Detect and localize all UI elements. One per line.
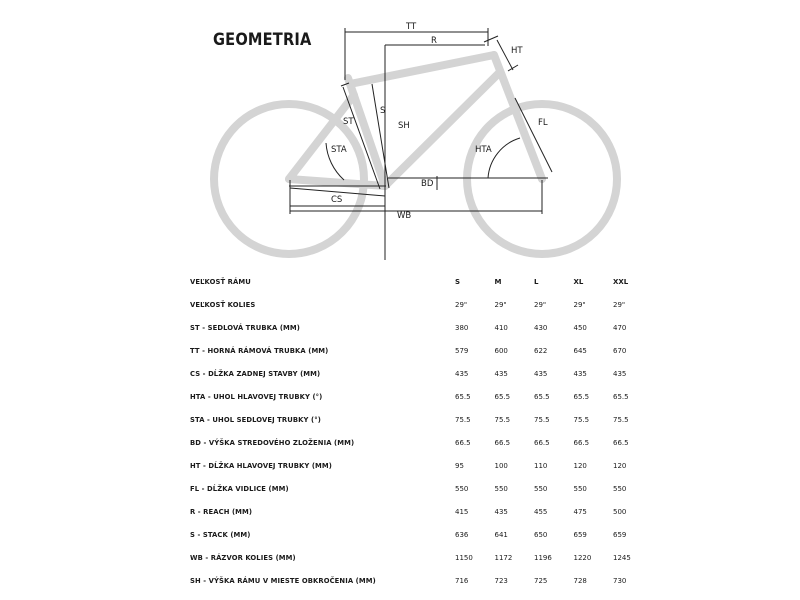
size-header: XL: [573, 277, 584, 286]
row-value: 550: [534, 484, 548, 493]
row-value: 65.5: [534, 392, 550, 401]
row-value: 66.5: [494, 438, 511, 447]
row-value: 435: [613, 369, 627, 378]
geometry-diagram: [0, 0, 800, 265]
table-row: [190, 546, 653, 569]
row-value: 66.5: [534, 438, 550, 447]
row-value: 29": [573, 300, 586, 309]
row-label: VEĽKOSŤ KOLIES: [190, 300, 256, 309]
row-value: 75.5: [613, 415, 629, 424]
label-s: S: [380, 106, 386, 116]
geometry-table: [190, 270, 653, 592]
row-label: HT - DĹŽKA HLAVOVEJ TRUBKY (MM): [190, 461, 332, 470]
row-value: 415: [455, 507, 469, 516]
table-row: [190, 293, 653, 316]
row-value: 66.5: [613, 438, 629, 447]
header-label: VEĽKOSŤ RÁMU: [190, 277, 251, 286]
label-r: R: [431, 36, 437, 46]
row-value: 66.5: [573, 438, 590, 447]
row-value: 380: [455, 323, 469, 332]
label-hta: HTA: [475, 145, 492, 155]
row-value: 29": [494, 300, 507, 309]
size-header: L: [534, 277, 539, 286]
table-row: [190, 316, 653, 339]
table-row: [190, 454, 653, 477]
label-sta: STA: [331, 145, 347, 155]
row-value: 75.5: [455, 415, 471, 424]
row-value: 659: [613, 530, 627, 539]
row-value: 730: [613, 576, 627, 585]
row-value: 475: [573, 507, 587, 516]
label-wb: WB: [397, 211, 412, 221]
row-value: 120: [613, 461, 627, 470]
table-row: [190, 500, 653, 523]
row-value: 622: [534, 346, 548, 355]
row-value: 65.5: [573, 392, 590, 401]
row-label: SH - VÝŠKA RÁMU V MIESTE OBKROČENIA (MM): [190, 576, 376, 585]
label-cs: CS: [331, 195, 343, 205]
row-value: 455: [534, 507, 548, 516]
row-value: 75.5: [494, 415, 511, 424]
row-value: 1150: [455, 553, 473, 562]
label-ht: HT: [511, 46, 523, 56]
row-value: 550: [455, 484, 469, 493]
row-label: ST - SEDLOVÁ TRUBKA (MM): [190, 323, 300, 332]
table-row: [190, 569, 653, 592]
row-value: 435: [573, 369, 587, 378]
row-value: 550: [613, 484, 627, 493]
row-value: 500: [613, 507, 627, 516]
row-value: 716: [455, 576, 469, 585]
row-label: FL - DĹŽKA VIDLICE (MM): [190, 484, 289, 493]
row-value: 29": [613, 300, 626, 309]
row-value: 470: [613, 323, 627, 332]
row-label: CS - DĹŽKA ZADNEJ STAVBY (MM): [190, 369, 321, 378]
row-label: S - STACK (MM): [190, 530, 251, 539]
page-title: GEOMETRIA: [213, 30, 312, 50]
row-label: BD - VÝŠKA STREDOVÉHO ZLOŽENIA (MM): [190, 438, 355, 447]
row-value: 435: [494, 369, 508, 378]
label-st: ST: [343, 117, 354, 127]
row-value: 95: [455, 461, 464, 470]
row-label: TT - HORNÁ RÁMOVÁ TRUBKA (MM): [190, 346, 329, 355]
row-value: 430: [534, 323, 548, 332]
label-fl: FL: [538, 118, 548, 128]
label-sh: SH: [398, 121, 410, 131]
size-header: XXL: [613, 277, 629, 286]
row-value: 659: [573, 530, 587, 539]
row-value: 1196: [534, 553, 552, 562]
row-label: WB - RÁZVOR KOLIES (MM): [190, 553, 296, 562]
row-value: 435: [455, 369, 469, 378]
label-bd: BD: [421, 179, 434, 189]
row-value: 65.5: [455, 392, 471, 401]
row-value: 600: [494, 346, 508, 355]
row-value: 645: [573, 346, 587, 355]
row-value: 650: [534, 530, 548, 539]
dimension-lines: [289, 28, 552, 260]
row-label: R - REACH (MM): [190, 507, 253, 516]
row-value: 100: [494, 461, 508, 470]
row-value: 65.5: [613, 392, 629, 401]
table-row: [190, 523, 653, 546]
table-row: [190, 408, 653, 431]
row-value: 1220: [573, 553, 592, 562]
table-row: [190, 385, 653, 408]
row-value: 29": [534, 300, 547, 309]
row-label: STA - UHOL SEDLOVEJ TRUBKY (°): [190, 415, 321, 424]
bike-frame: [289, 55, 542, 186]
row-value: 435: [534, 369, 548, 378]
row-value: 725: [534, 576, 548, 585]
table-header-row: [190, 270, 653, 293]
table-row: [190, 362, 653, 385]
table-row: [190, 477, 653, 500]
row-value: 435: [494, 507, 508, 516]
label-tt: TT: [406, 22, 417, 32]
row-value: 550: [494, 484, 508, 493]
row-value: 66.5: [455, 438, 471, 447]
row-value: 450: [573, 323, 587, 332]
table-row: [190, 339, 653, 362]
row-label: HTA - UHOL HLAVOVEJ TRUBKY (°): [190, 392, 323, 401]
row-value: 65.5: [494, 392, 511, 401]
table-row: [190, 431, 653, 454]
row-value: 120: [573, 461, 587, 470]
size-header: S: [455, 277, 461, 286]
row-value: 1245: [613, 553, 631, 562]
row-value: 410: [494, 323, 508, 332]
row-value: 1172: [494, 553, 513, 562]
row-value: 723: [494, 576, 508, 585]
row-value: 728: [573, 576, 587, 585]
row-value: 641: [494, 530, 508, 539]
row-value: 670: [613, 346, 627, 355]
row-value: 550: [573, 484, 587, 493]
row-value: 579: [455, 346, 469, 355]
row-value: 75.5: [573, 415, 590, 424]
row-value: 636: [455, 530, 469, 539]
row-value: 75.5: [534, 415, 550, 424]
row-value: 110: [534, 461, 548, 470]
size-header: M: [494, 277, 502, 286]
row-value: 29": [455, 300, 468, 309]
